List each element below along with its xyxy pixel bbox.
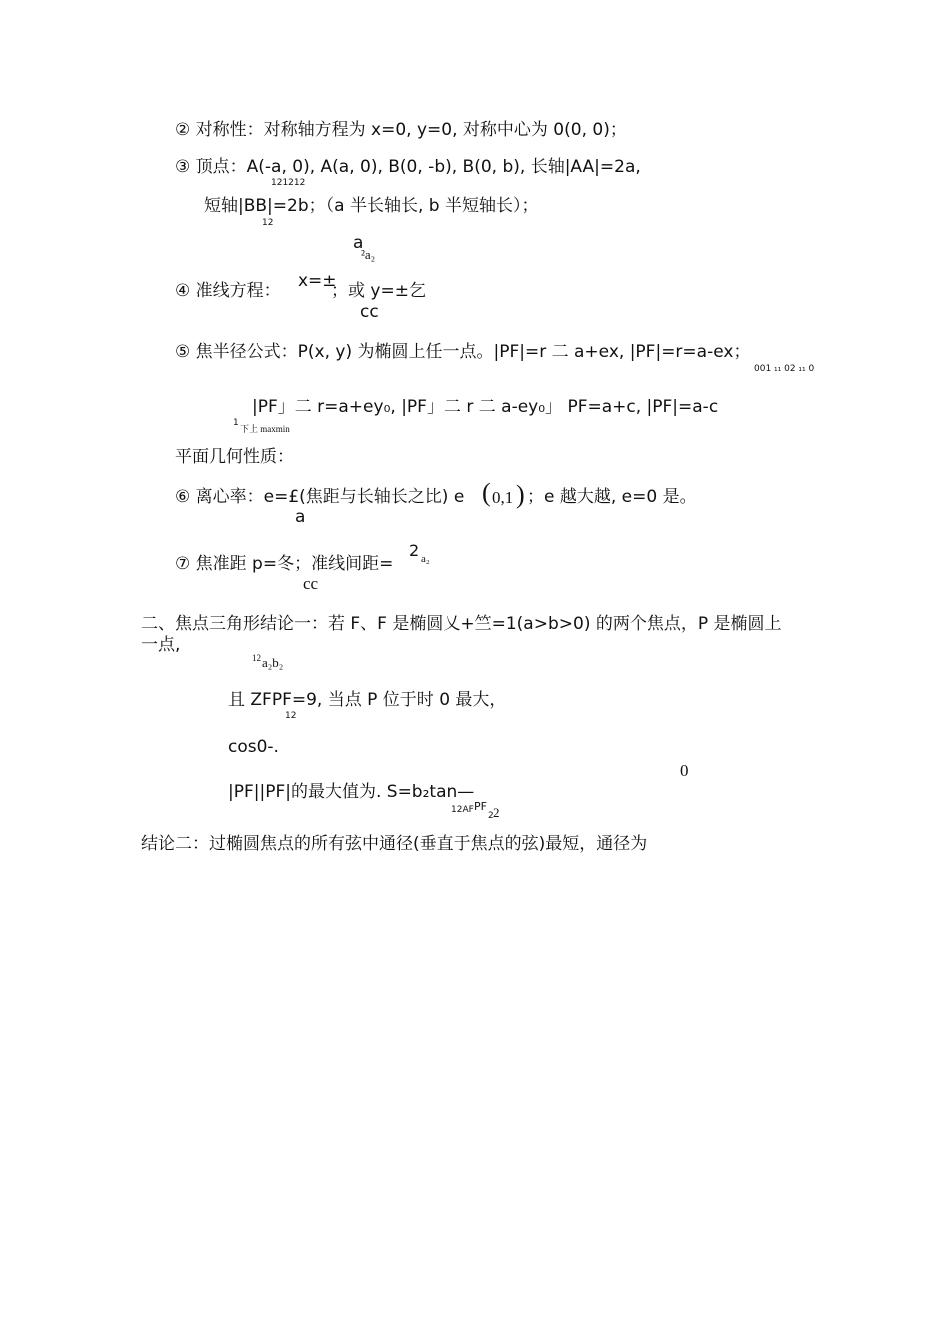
symmetry-line: ② 对称性：对称轴方程为 x=0, y=0, 对称中心为 0(0, 0)； <box>175 120 627 140</box>
focal-radius-y-sub-2: 下上 maxmin <box>240 424 290 434</box>
eccentricity-line: ⑥ 离心率：e=£(焦距与长轴长之比) e <box>175 487 465 507</box>
directrix-denominator: cc <box>360 302 379 322</box>
focal-directrix-line: ⑦ 焦准距 p=冬；准线间距= <box>175 554 394 574</box>
plane-geometry-heading: 平面几何性质： <box>175 447 294 467</box>
directrix-gap-a2: a₂ <box>421 553 430 565</box>
max-area-sub-12af: 12AF <box>451 805 474 815</box>
directrix-numerator-a: a <box>353 233 364 253</box>
interval-open-paren: ( <box>482 478 491 507</box>
vertices-subscripts: 121212 <box>271 178 306 188</box>
axis-subscripts: 12 <box>262 218 274 228</box>
conclusion-one-point: 一点, <box>141 635 181 655</box>
max-area-sub-2b: 2 <box>493 805 500 820</box>
max-area-line: |PF||PF|的最大值为. S=b₂tan— <box>228 782 475 802</box>
focal-directrix-denominator: cc <box>303 574 319 593</box>
eccentricity-denominator: a <box>295 507 306 527</box>
interval-values: 0,1 <box>492 488 514 507</box>
focal-radius-y-line: |PF」二 r=a+ey₀, |PF」二 r 二 a-ey₀」 PF=a+c, |PF|=a-c <box>252 397 719 417</box>
axis-length-line: 短轴|BB|=2b；（a 半长轴长, b 半短轴长）； <box>204 196 539 216</box>
directrix-numerator-a2: ²a₂ <box>361 247 376 262</box>
directrix-gap-2: 2 <box>409 541 420 560</box>
ellipse-a2b2: a₂b₂ <box>262 655 284 670</box>
interval-close-paren: ) <box>516 480 525 509</box>
focal-radius-line: ⑤ 焦半径公式：P(x, y) 为椭圆上任一点。|PF|=r 二 a+ex, |PF|=r=a-ex； <box>175 342 751 362</box>
max-area-sub-pf: PF <box>474 800 487 813</box>
angle-subscripts: 12 <box>285 711 297 721</box>
directrix-or-y: ；或 y=±乞 <box>331 281 426 301</box>
eccentricity-tail: ；e 越大越, e=0 是。 <box>527 487 697 507</box>
vertices-line: ③ 顶点：A(-a, 0), A(a, 0), B(0, -b), B(0, b), 长轴|AA|=2a, <box>175 157 641 177</box>
conclusion-two-line: 结论二：过椭圆焦点的所有弦中通径(垂直于焦点的弦)最短，通径为 <box>141 834 648 854</box>
directrix-x: x=± <box>298 271 337 291</box>
max-area-sub-2a: 2 <box>488 811 494 821</box>
focal-radius-subscripts: 001 ₁₁ 02 ₁₁ 0 <box>754 364 815 374</box>
angle-line: 且 ZFPF=9, 当点 P 位于时 0 最大， <box>228 690 507 710</box>
cosine-line: cos0-. <box>228 737 279 757</box>
ellipse-sub-12: 12 <box>252 653 261 663</box>
focal-radius-y-sub-1: 1 <box>233 418 239 428</box>
conclusion-one-line: 二、焦点三角形结论一：若 F、F 是椭圆乂+竺=1(a>b>0) 的两个焦点，P 是椭圆上 <box>141 614 782 634</box>
directrix-line: ④ 准线方程： <box>175 281 281 301</box>
half-angle-0: 0 <box>680 761 689 780</box>
